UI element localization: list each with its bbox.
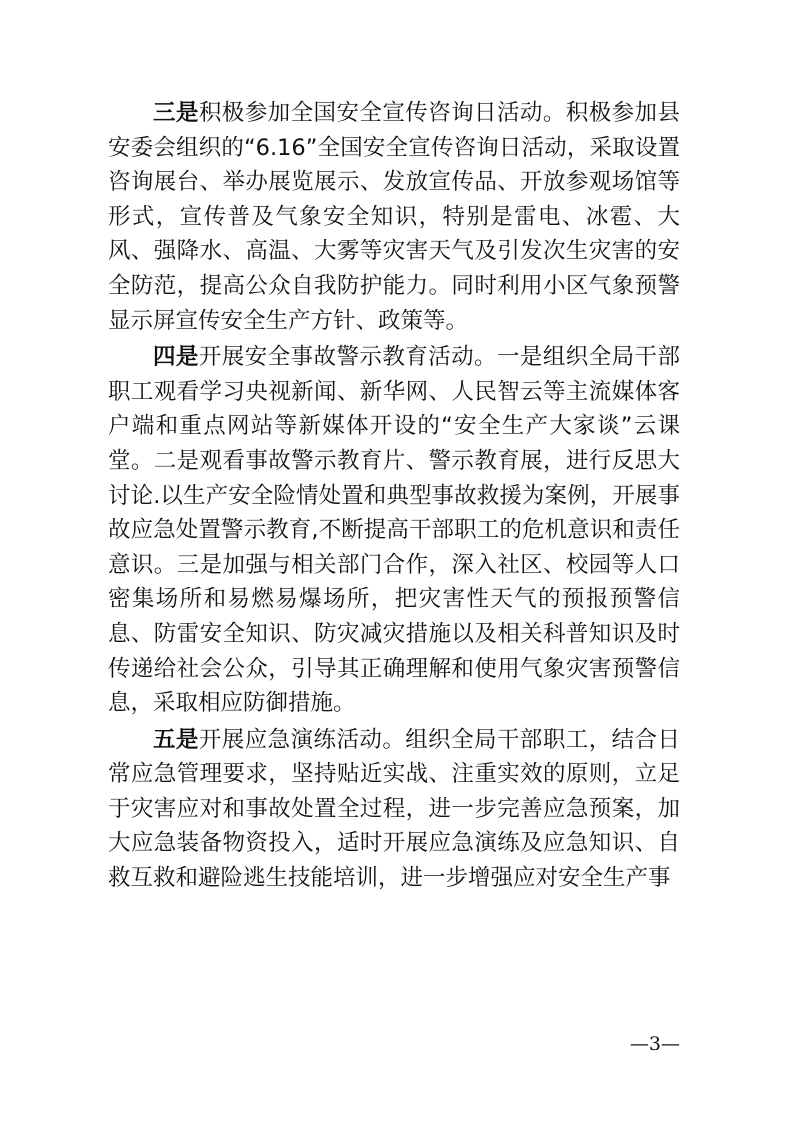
- paragraph-three: [108, 96, 680, 338]
- paragraph-lead: 四是: [153, 344, 199, 371]
- paragraph-lead: 五是: [153, 726, 199, 753]
- paragraph-text: 积极参加全国安全宣传咨询日活动。积极参加县安委会组织的“6.16”全国安全宣传咨询日活动，采取设置咨询展台、举办展览展示、发放宣传品、开放参观场馆等形式，宣传普及气象安全知识，特别是雷电、冰雹、大风、强降水、高温、大雾等灾害天气及引发次生灾害的安全防范，提高公众自我防护能力。同时利用小区气象预警显示屏宣传安全生产方针、政策等。: [108, 100, 680, 334]
- paragraph-text: 开展应急演练活动。组织全局干部职工，结合日常应急管理要求，坚持贴近实战、注重实效的原则，立足于灾害应对和事故处置全过程，进一步完善应急预案，加大应急装备物资投入，适时开展应急演练及应急知识、自救互救和避险逃生技能培训，进一步增强应对安全生产事: [108, 726, 680, 892]
- paragraph-text: 开展安全事故警示教育活动。一是组织全局干部职工观看学习央视新闻、新华网、人民智云等主流媒体客户端和重点网站等新媒体开设的“安全生产大家谈”云课堂。二是观看事故警示教育片、警示教育展，进行反思大讨论.以生产安全险情处置和典型事故救援为案例，开展事故应急处置警示教育,不断提高干部职工的危机意识和责任意识。三是加强与相关部门合作，深入社区、校园等人口密集场所和易燃易爆场所，把灾害性天气的预报预警信息、防雷安全知识、防灾减灾措施以及相关科普知识及时传递给社会公众，引导其正确理解和使用气象灾害预警信息，采取相应防御措施。: [108, 344, 680, 717]
- paragraph-four: [108, 340, 680, 721]
- paragraph-five: [108, 723, 680, 896]
- paragraph-lead: 三是: [153, 100, 199, 126]
- page-number: —3—: [629, 1033, 680, 1055]
- document-body: [108, 96, 680, 898]
